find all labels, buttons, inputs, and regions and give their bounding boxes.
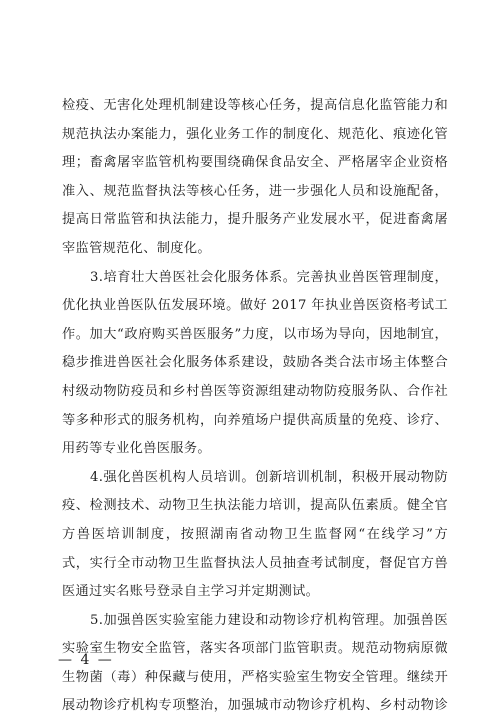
text-line: 村级动物防疫员和乡村兽医等资源组建动物防疫服务队、合作社 — [62, 383, 448, 399]
section-heading-line: 4.强化兽医机构人员培训。创新培训机制，积极开展动物防 — [90, 469, 448, 485]
section-heading-line: 3.培育壮大兽医社会化服务体系。完善执业兽医管理制度， — [90, 269, 448, 285]
text-line: 式，实行全市动物卫生监督执法人员抽查考试制度，督促官方兽 — [62, 555, 448, 571]
text-line: 稳步推进兽医社会化服务体系建设，鼓励各类合法市场主体整合 — [62, 355, 448, 371]
text-line: 医通过实名账号登录自主学习并定期测试。 — [62, 584, 320, 600]
text-line: 展动物诊疗机构专项整治，加强城市动物诊疗机构、乡村动物诊 — [62, 698, 448, 714]
section-heading-line: 5.加强兽医实验室能力建设和动物诊疗机构管理。加强兽医 — [90, 612, 448, 628]
text-line: 准入、规范监督执法等核心任务，进一步强化人员和设施配备， — [62, 183, 448, 199]
text-line: 疫、检测技术、动物卫生执法能力培训，提高队伍素质。健全官 — [62, 498, 448, 514]
text-line: 作。加大“政府购买兽医服务”力度，以市场为导向，因地制宜， — [62, 326, 448, 342]
text-line: 优化执业兽医队伍发展环境。做好 2017 年执业兽医资格考试工 — [62, 298, 448, 314]
text-line: 等多种形式的服务机构，向养殖场户提供高质量的免疫、诊疗、 — [62, 412, 448, 428]
text-line: 方兽医培训制度，按照湖南省动物卫生监督网“在线学习”方 — [62, 526, 448, 542]
text-line: 生物菌（毒）种保藏与使用，严格实验室生物安全管理。继续开 — [62, 669, 448, 685]
text-line: 用药等专业化兽医服务。 — [62, 441, 211, 457]
text-line: 宰监管规范化、制度化。 — [62, 240, 211, 256]
text-line: 检疫、无害化处理机制建设等核心任务，提高信息化监管能力和 — [62, 98, 448, 113]
text-line: 提高日常监管和执法能力，提升服务产业发展水平，促进畜禽屠 — [62, 212, 448, 228]
text-line: 实验室生物安全监管，落实各项部门监管职责。规范动物病原微 — [62, 641, 448, 657]
text-line: 理；畜禽屠宰监管机构要围绕确保食品安全、严格屠宰企业资格 — [62, 155, 448, 171]
page-number: — 4 — — [58, 652, 114, 668]
text-line: 规范执法办案能力，强化业务工作的制度化、规范化、痕迹化管 — [62, 126, 448, 142]
body-text — [62, 92, 448, 721]
